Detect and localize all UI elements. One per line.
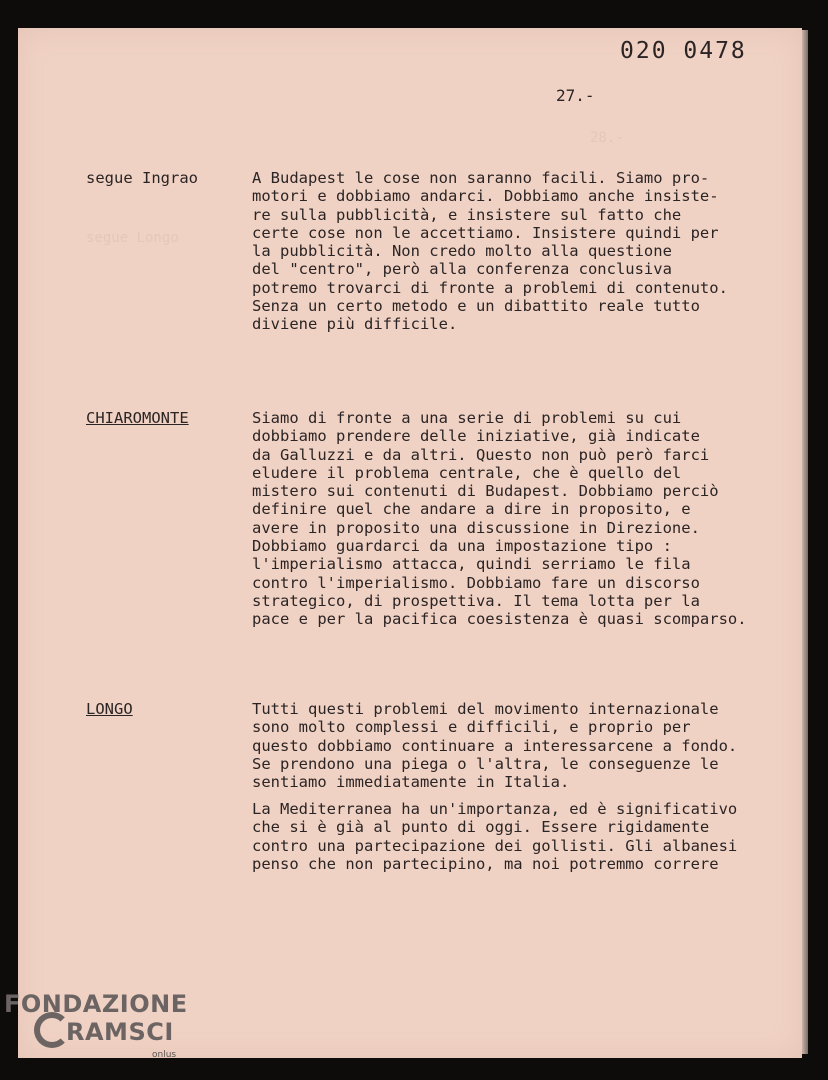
speech-paragraph: Siamo di fronte a una serie di problemi su cui dobbiamo prendere delle iniziative, già indicate da Galluzzi e da altri. Questo non può però farci eludere il problema centrale, che è quello del mistero sui contenuti di Budapest. Dobbiamo perciò definire quel che andare a dire in proposito, e avere in proposito una discussione in Direzione. Dobbiamo guardarci da una impostazione tipo : l'imperialismo attacca, quindi serriamo le fila contro l'imperialismo. Dobbiamo fare un discorso strategico, di prospettiva. Il tema lotta per la pace e per la pacifica coesistenza è quasi scomparso.	[252, 409, 747, 629]
speech-paragraph: La Mediterranea ha un'importanza, ed è significativo che si è già al punto di oggi. Essere rigidamente contro una partecipazione dei gollisti. Gli albanesi penso che non partecipino, ma noi potremmo correre	[252, 800, 738, 873]
speech-paragraph: A Budapest le cose non saranno facili. Siamo pro- motori e dobbiamo andarci. Dobbiamo anche insiste- re sulla pubblicità, e insistere sul fatto che certe cose non le accettiamo. Insistere quindi per la pubblicità. Non credo molto alla questione del "centro", però alla conferenza conclusiva potremo trovarci di fronte a problemi di contenuto. Senza un certo metodo e un dibattito reale tutto diviene più difficile.	[252, 169, 728, 334]
logo-line-1: FONDAZIONE	[4, 990, 188, 1018]
speaker-label: segue Ingrao	[86, 169, 198, 187]
logo-line-2: RAMSCI	[66, 1018, 174, 1046]
speech-paragraph: Tutti questi problemi del movimento internazionale sono molto complessi e difficili, e proprio per questo dobbiamo continuare a interessarcene a fondo. Se prendono una piega o l'altra, le conseguenze le sentiamo immediatamente in Italia.	[252, 700, 738, 792]
speaker-label: CHIAROMONTE	[86, 409, 189, 427]
bleed-through-text: segue Longo	[86, 230, 179, 246]
archive-number: 020 0478	[620, 38, 747, 64]
fondazione-gramsci-logo	[4, 990, 204, 1070]
logo-line-3: onlus	[152, 1050, 177, 1060]
speaker-label: LONGO	[86, 700, 133, 718]
logo-g-icon	[34, 1012, 70, 1048]
page-edge	[802, 30, 808, 1054]
page-number: 27.-	[556, 86, 595, 105]
bleed-through-text: 28.-	[590, 130, 624, 146]
